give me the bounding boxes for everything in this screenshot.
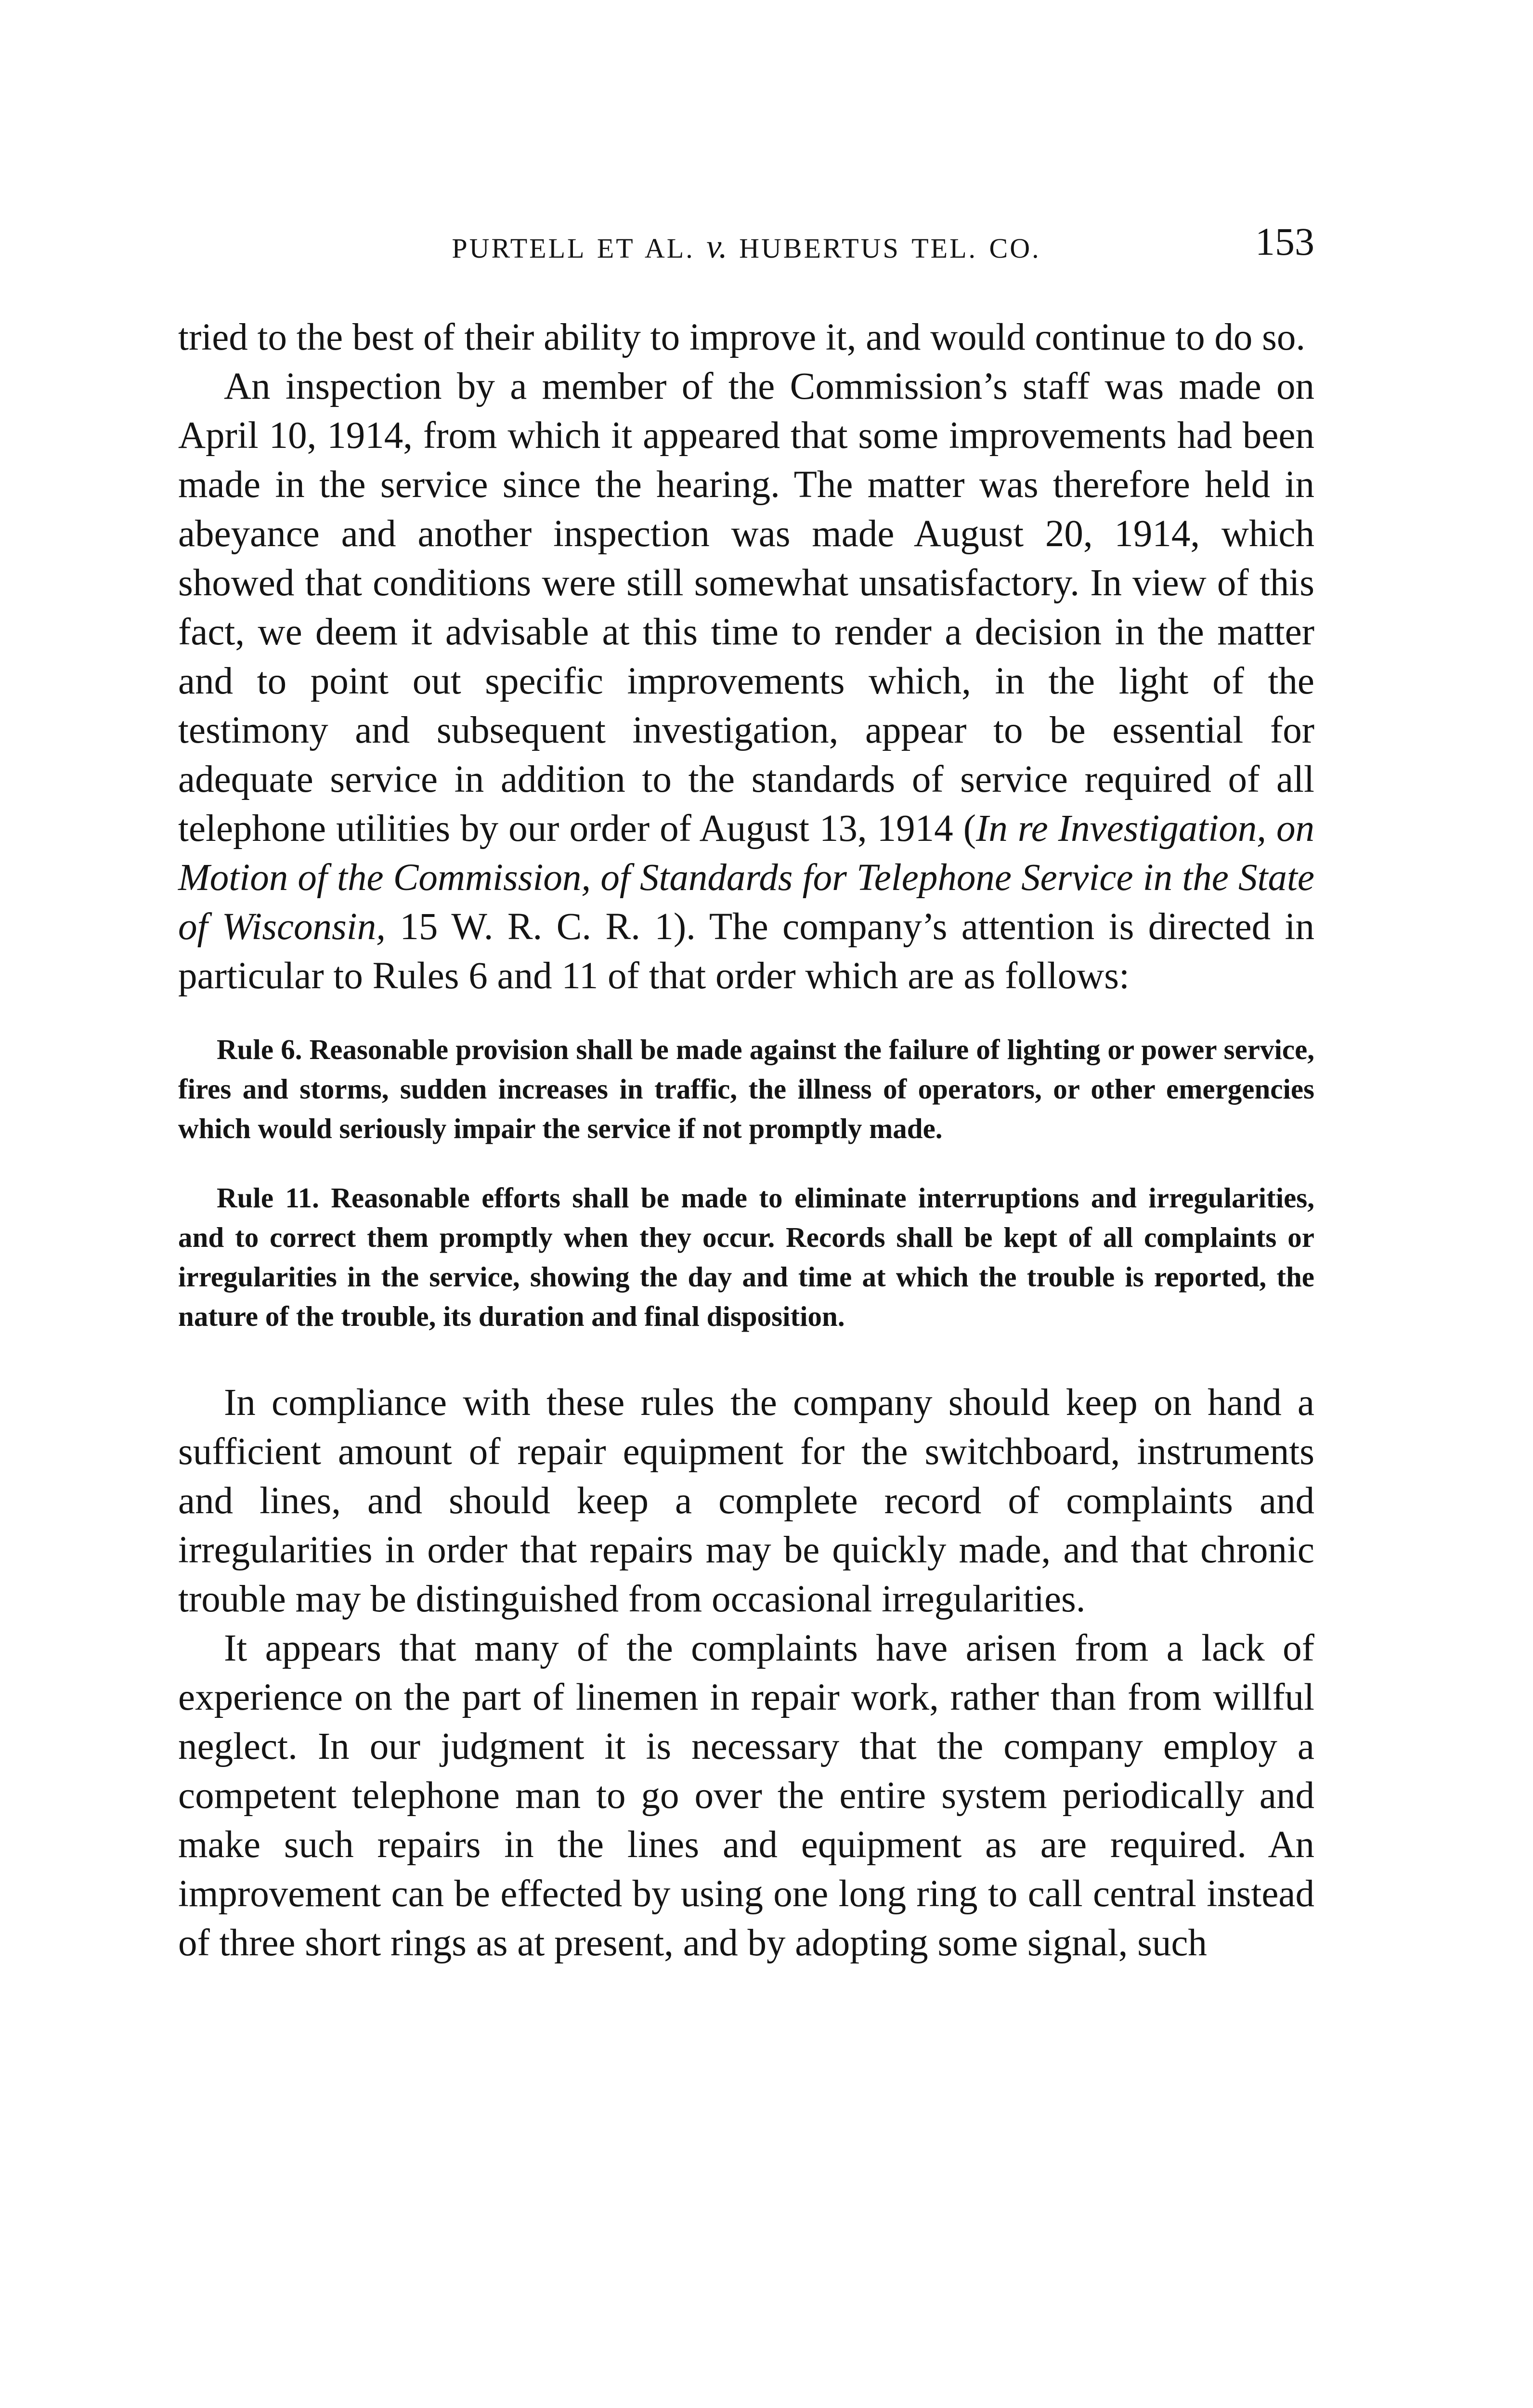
running-head <box>178 219 1314 272</box>
running-title-left: PURTELL ET AL. <box>452 233 695 264</box>
paragraph-complaints: It appears that many of the complaints have arisen from a lack of experience on the part of linemen in repair work, rather than from willful neglect. In our judgment it is necessary that the company employ a competent telephone man to go over the entire system periodically and make such repairs in the lines and equipment as are required. An improvement can be effected by using one long ring to call central instead of three short rings as at present, and by adopting some signal, such <box>178 1627 1314 1964</box>
rule-6-quote: Rule 6. Reasonable provision shall be made against the failure of lighting or power service, fires and storms, sudden increases in traffic, the illness of operators, or other emergencies which would seriously impair the service if not promptly made. <box>178 1034 1314 1144</box>
paragraph-continued: tried to the best of their ability to improve it, and would continue to do so. <box>178 316 1306 358</box>
paragraph-compliance: In compliance with these rules the company should keep on hand a sufficient amount of repair equipment for the switchboard, instruments and lines, and should keep a complete record of complaints and irregularities in order that repairs may be quickly made, and that chronic trouble may be distinguished from occasional irregularities. <box>178 1382 1314 1620</box>
body-text <box>178 313 1314 1968</box>
paragraph-inspection <box>178 362 1314 1001</box>
page-number: 153 <box>1255 220 1314 263</box>
paragraph-inspection-text: An inspection by a member of the Commission’s staff was made on April 10, 1914, from which it appeared that some improvements had been made in the service since the hearing. The matter was therefore held in abeyance and another inspection was made August 20, 1914, which showed that conditions were still somewhat unsatisfactory. In view of this fact, we deem it advisable at this time to render a decision in the matter and to point out specific improvements which, in the light of the testimony and subsequent investigation, appear to be essential for adequate service in addition to the standards of service required of all telephone utilities by our order of August 13, 1914 ( <box>178 366 1314 850</box>
rule-11-quote: Rule 11. Reasonable efforts shall be made to eliminate interruptions and irregularities, and to correct them promptly when they occur. Records shall be kept of all complaints or irregularities in the service, showing the day and time at which the trouble is reported, the nature of the trouble, its duration and final disposition. <box>178 1182 1314 1332</box>
running-title-versus: v. <box>706 228 728 265</box>
paragraph-inspection-tail: 15 W. R. C. R. 1). The company’s attention is directed in particular to Rules 6 and 11 of that order which are as follows: <box>178 906 1314 997</box>
running-title-right: HUBERTUS TEL. CO. <box>739 233 1041 264</box>
case-citation: In re Investigation, on Motion of the Commission, of Standards for Telephone Service in the State of Wisconsin, <box>178 808 1314 948</box>
running-title <box>178 228 1314 266</box>
